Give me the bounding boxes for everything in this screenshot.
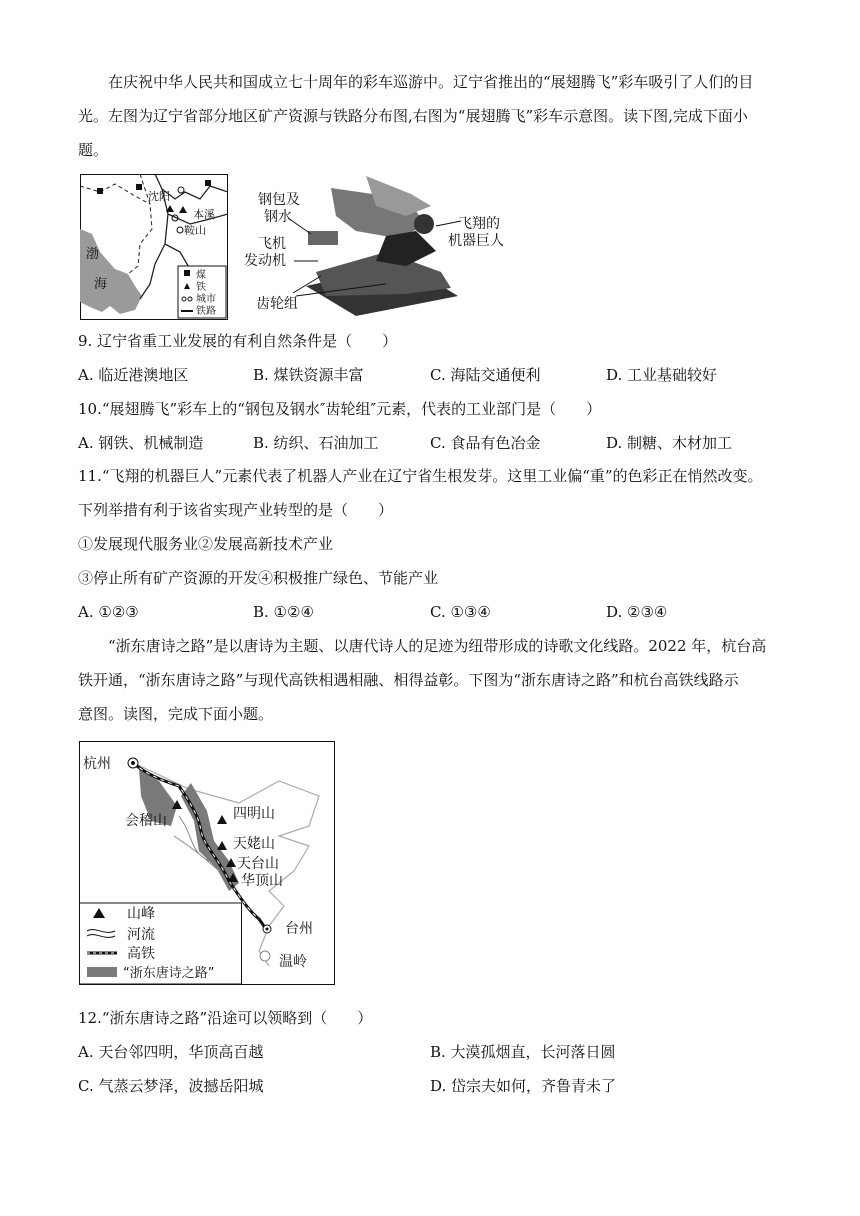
q11-stem: 下列举措有利于该省实现产业转型的是（ ） xyxy=(78,501,394,519)
robot-head xyxy=(414,214,434,234)
city-symbol xyxy=(260,951,270,961)
place-label: 温岭 xyxy=(279,954,307,970)
liaoning-map xyxy=(80,174,228,320)
city-symbol xyxy=(266,928,269,931)
intro1-line1: 在庆祝中华人民共和国成立七十周年的彩车巡游中。辽宁省推出的“展翅腾飞”彩车吸引了人们的目 xyxy=(108,73,754,91)
coal-symbol xyxy=(97,188,103,194)
label-engine: 发动机 xyxy=(244,253,286,269)
robot-body xyxy=(376,231,436,266)
place-label: 会稽山 xyxy=(125,813,167,829)
sea-label: 海 xyxy=(94,277,108,292)
place-label: 杭州 xyxy=(83,756,111,772)
q12-option-c[interactable]: C. 气蒸云梦泽，波撼岳阳城 xyxy=(78,1077,264,1095)
label-robot: 飞翔的 xyxy=(458,216,500,232)
q9-stem: 9. 辽宁省重工业发展的有利自然条件是（ ） xyxy=(78,332,398,350)
coal-symbol xyxy=(136,184,142,190)
intro1-line3: 题。 xyxy=(78,141,109,159)
place-label: 天台山 xyxy=(237,856,279,872)
q9-option-a[interactable]: A. 临近港澳地区 xyxy=(78,366,189,384)
city-label: 鞍山 xyxy=(184,224,206,237)
q11-option-a[interactable]: A. ①②③ xyxy=(78,603,139,621)
q12-option-b[interactable]: B. 大漠孤烟直，长河落日圆 xyxy=(430,1043,616,1061)
city-label: 本溪 xyxy=(193,208,215,221)
intro2-line1: “浙东唐诗之路”是以唐诗为主题、以唐代诗人的足迹为纽带形成的诗歌文化线路。2022 年，杭台高 xyxy=(108,637,767,655)
q11-stem: 11.“飞翔的机器巨人”元素代表了机器人产业在辽宁省生根发芽。这里工业偏“重”的色彩正在悄然改变。 xyxy=(78,467,763,485)
intro1-line2: 光。左图为辽宁省部分地区矿产资源与铁路分布图,右图为“展翅腾飞”彩车示意图。读下图,完成下面小 xyxy=(78,107,748,125)
legend-rail: 高铁 xyxy=(127,946,155,962)
q11-item: ①发展现代服务业②发展高新技术产业 xyxy=(78,535,334,553)
label-steel: 钢水 xyxy=(264,209,292,225)
legend-iron: 铁 xyxy=(196,282,206,293)
legend-coal: 煤 xyxy=(196,270,206,281)
q12-stem: 12.“浙东唐诗之路”沿途可以领略到（ ） xyxy=(78,1009,373,1027)
q11-option-c[interactable]: C. ①③④ xyxy=(430,603,491,621)
q10-option-b[interactable]: B. 纺织、石油加工 xyxy=(253,434,379,452)
label-steel: 钢包及 xyxy=(258,192,300,208)
q9-option-b[interactable]: B. 煤铁资源丰富 xyxy=(253,366,364,384)
q10-option-a[interactable]: A. 钢铁、机械制造 xyxy=(78,434,204,452)
city-symbol xyxy=(131,761,135,765)
place-label: 四明山 xyxy=(233,806,275,822)
label-robot: 机器巨人 xyxy=(448,233,504,249)
legend-road: “浙东唐诗之路” xyxy=(123,966,215,981)
q9-option-c[interactable]: C. 海陆交通便利 xyxy=(430,366,541,384)
q12-option-d[interactable]: D. 岱宗夫如何，齐鲁青未了 xyxy=(430,1077,617,1095)
q11-option-b[interactable]: B. ①②④ xyxy=(253,603,314,621)
place-label: 华顶山 xyxy=(241,873,283,889)
sea-label: 渤 xyxy=(86,247,100,262)
q10-option-c[interactable]: C. 食品有色冶金 xyxy=(430,434,541,452)
legend-peak: 山峰 xyxy=(127,906,155,922)
legend-rail: 铁路 xyxy=(196,306,216,317)
q12-option-a[interactable]: A. 天台邻四明，华顶高百越 xyxy=(78,1043,264,1061)
q10-option-d[interactable]: D. 制糖、木材加工 xyxy=(606,434,733,452)
float-diagram xyxy=(236,176,516,321)
q10-stem: 10.“展翅腾飞”彩车上的“钢包及钢水″齿轮组″元素，代表的工业部门是（ ） xyxy=(78,400,602,418)
city-label: 沈阳 xyxy=(148,190,170,203)
q9-option-d[interactable]: D. 工业基础较好 xyxy=(606,366,718,384)
legend-coal-icon xyxy=(184,270,190,276)
coal-symbol xyxy=(205,180,211,186)
tang-poetry-road-map xyxy=(79,741,335,985)
label-gear: 齿轮组 xyxy=(256,296,298,312)
place-label: 台州 xyxy=(285,921,313,937)
label-engine: 飞机 xyxy=(258,236,286,252)
q11-option-d[interactable]: D. ②③④ xyxy=(606,603,668,621)
steel-ladle xyxy=(308,231,338,245)
legend-river: 河流 xyxy=(127,927,155,943)
q11-item: ③停止所有矿产资源的开发④积极推广绿色、节能产业 xyxy=(78,569,439,587)
intro2-line2: 铁开通，“浙东唐诗之路”与现代高铁相遇相融、相得益彰。下图为“浙东唐诗之路”和杭台高铁线路示 xyxy=(78,671,739,689)
legend-city: 城市 xyxy=(196,294,216,305)
intro2-line3: 意图。读图，完成下面小题。 xyxy=(78,705,274,723)
place-label: 天姥山 xyxy=(233,836,275,852)
legend-road-icon xyxy=(87,967,117,977)
